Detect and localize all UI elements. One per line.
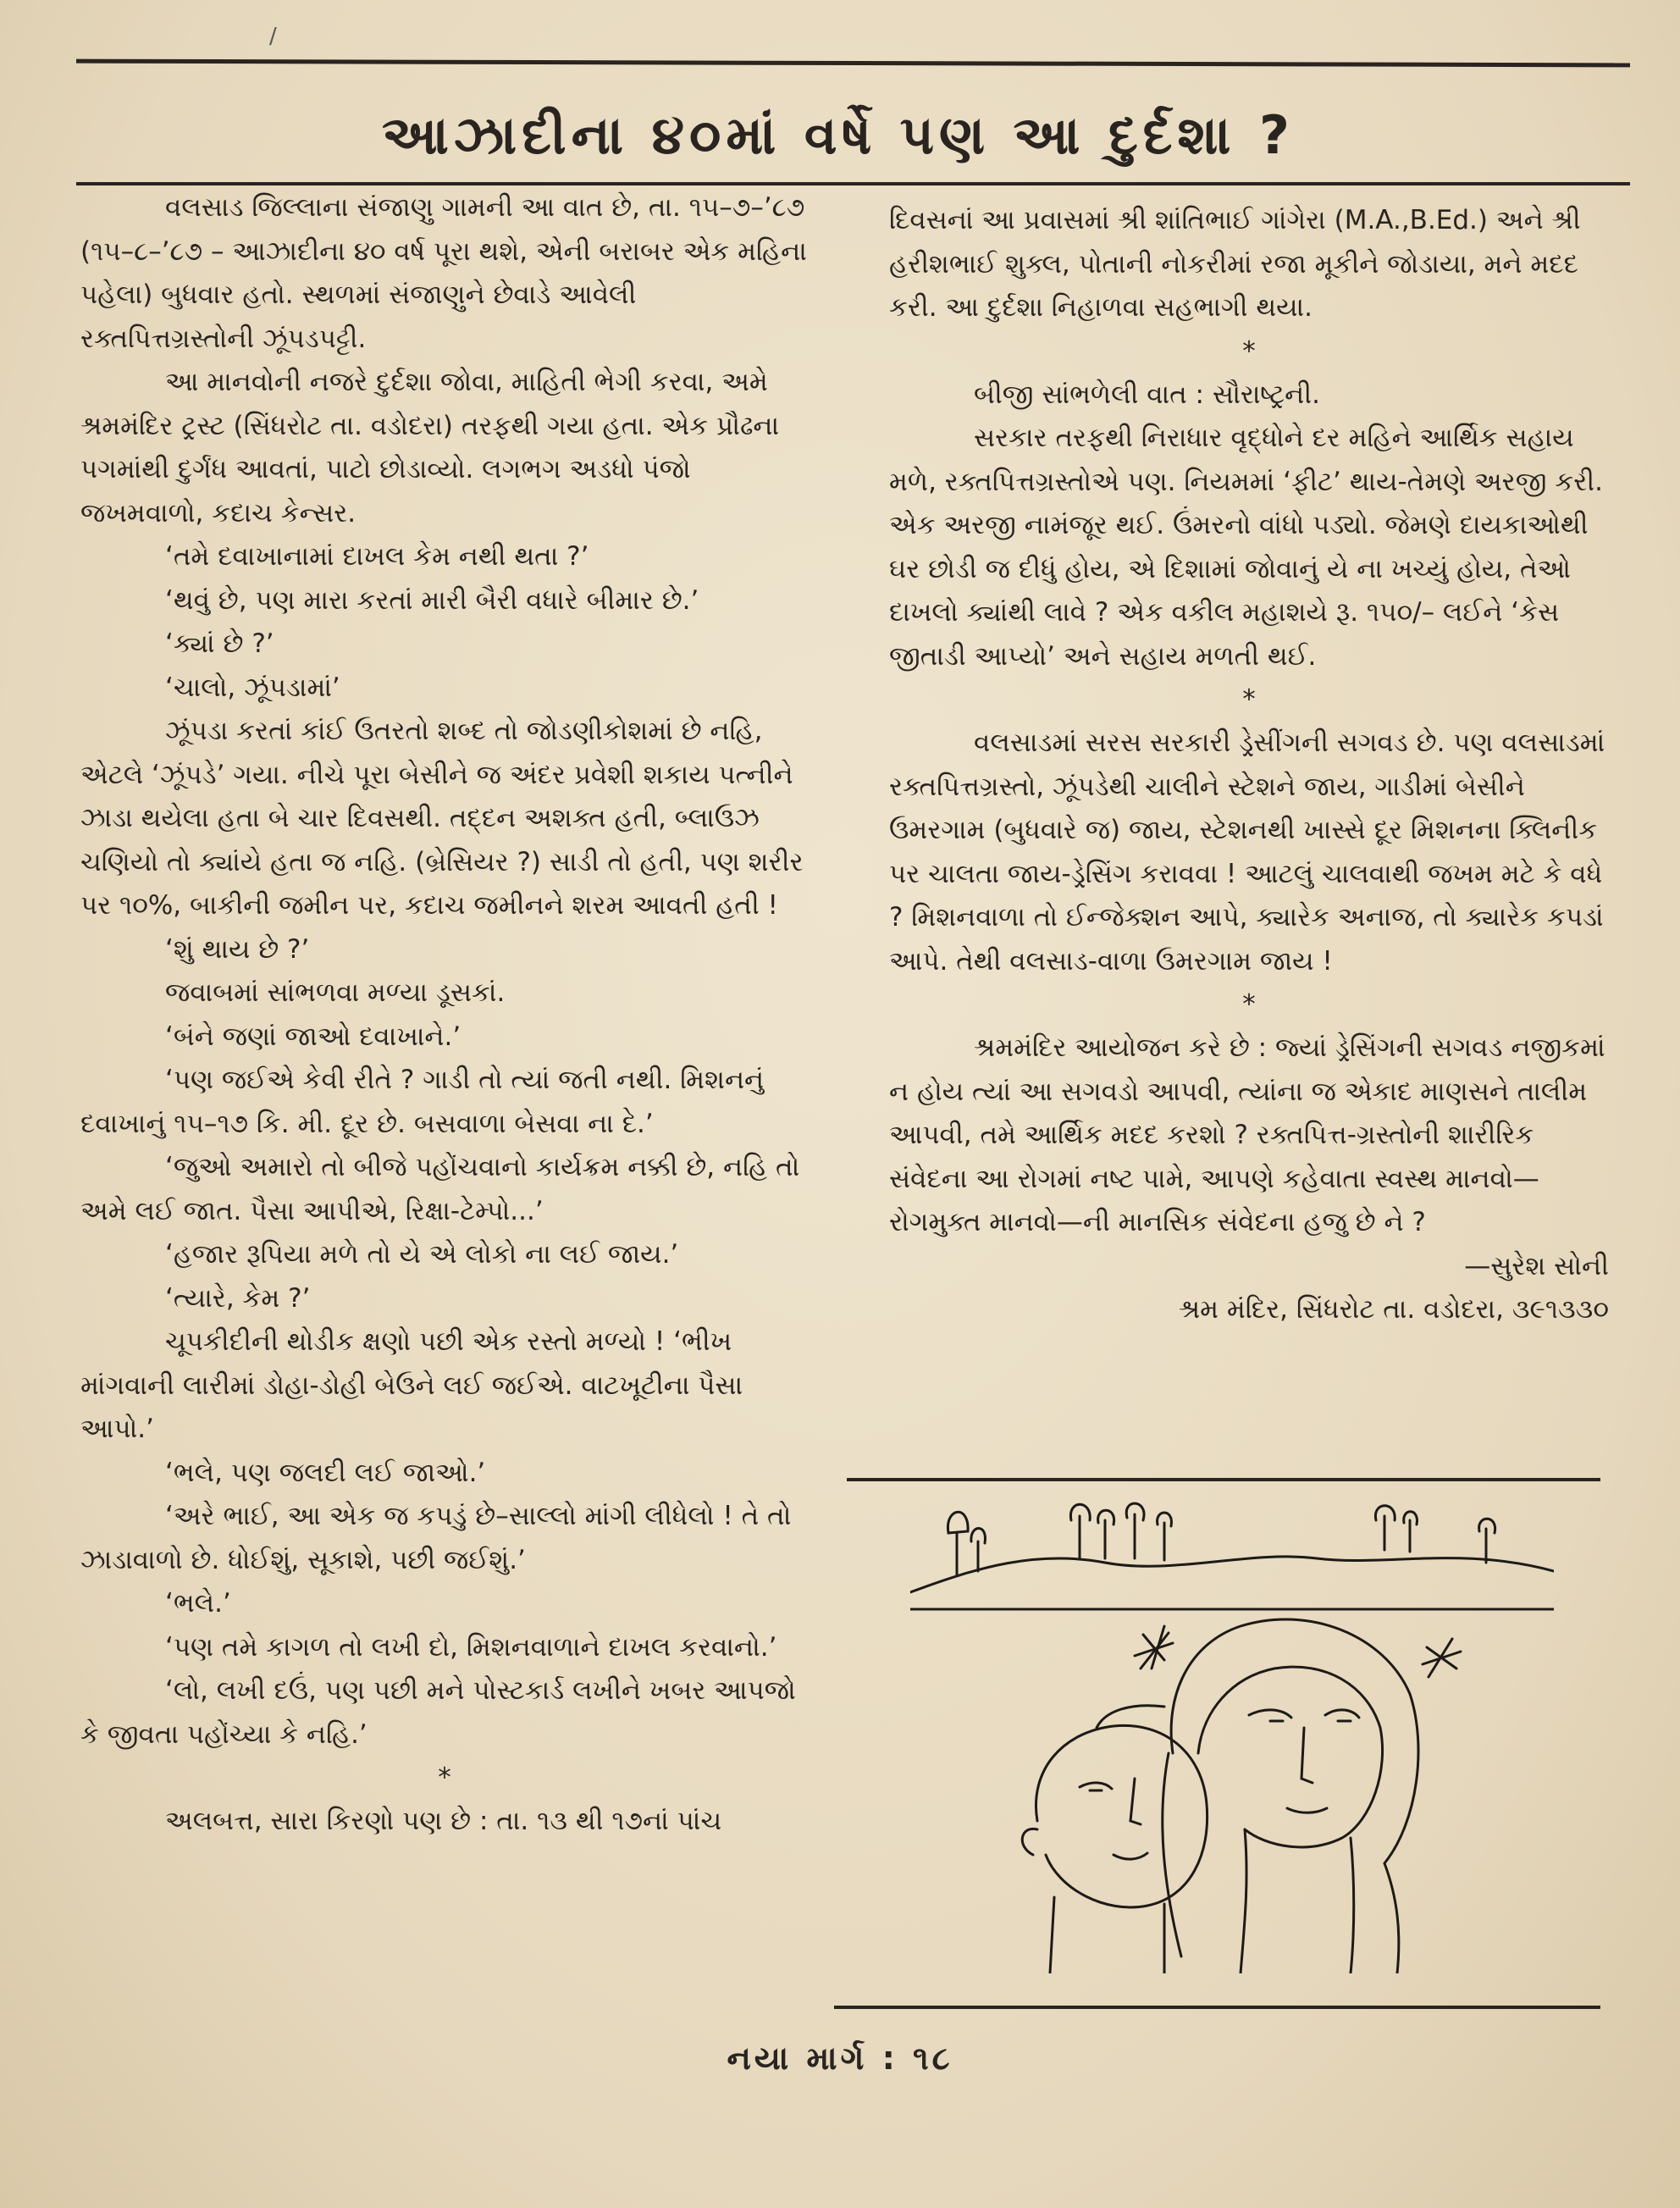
right-column-section-separator: * bbox=[1242, 989, 1256, 1020]
illustration-top-rule bbox=[847, 1478, 1600, 1481]
left-column-paragraph: ‘બંને જણાં જાઓ દવાખાને.’ bbox=[165, 1021, 461, 1052]
left-column-paragraph: ‘શું થાય છે ?’ bbox=[165, 933, 310, 965]
stray-mark: / bbox=[269, 24, 277, 49]
page-footer: નયા માર્ગ : ૧૮ bbox=[727, 2039, 953, 2077]
left-column-section-separator: * bbox=[438, 1763, 451, 1793]
left-column-paragraph: ‘થવું છે, પણ મારા કરતાં મારી બૈરી વધારે બીમાર છે.’ bbox=[165, 584, 699, 616]
right-column-paragraph: દિવસનાં આ પ્રવાસમાં શ્રી શાંતિભાઈ ગાંગેરા (M.A.,B.Ed.) અને શ્રી હરીશભાઈ શુક્લ, પોતાની નોકરીમાં રજા મૂકીને જોડાયા, મને મદદ કરી. આ દુર્દશા નિહાળવા સહભાગી થયા. bbox=[889, 205, 1581, 323]
right-column bbox=[889, 199, 1609, 1332]
right-column-paragraph: વલસાડમાં સરસ સરકારી ડ્રેસીંગની સગવડ છે. પણ વલસાડમાં રક્તપિત્તગ્રસ્તો, ઝૂંપડેથી ચાલીને સ્ટેશને જાય, ગાડીમાં બેસીને ઉમરગામ (બુધવારે જ) જાય, સ્ટેશનથી ખાસ્સે દૂર મિશનના ક્લિનીક પર ચાલતા જાય-ડ્રેસિંગ કરાવવા ! આટલું ચાલવાથી જખમ મટે કે વધે ? મિશનવાળા તો ઈન્જેક્શન આપે, ક્યારેક અનાજ, તો ક્યારેક કપડાં આપે. તેથી વલસાડ-વાળા ઉમરગામ જાય ! bbox=[889, 728, 1605, 977]
illustration-bottom-rule bbox=[834, 2006, 1600, 2009]
left-column-paragraph: ‘ત્યારે, કેમ ?’ bbox=[165, 1282, 311, 1314]
right-column-paragraph: સરકાર તરફથી નિરાધાર વૃદ્ધોને દર મહિને આર્થિક સહાય મળે, રક્તપિત્તગ્રસ્તોએ પણ. નિયમમાં ‘ફીટ’ થાય-તેમણે અરજી કરી. એક અરજી નામંજૂર થઈ. ઉંમરનો વાંધો પડ્યો. જેમણે દાયકાઓથી ઘર છોડી જ દીધું હોય, એ દિશામાં જોવાનું યે ના ખચ્યું હોય, તેઓ દાખલો ક્યાંથી લાવે ? એક વકીલ મહાશયે રૂ. ૧૫૦/– લઈને ‘કેસ જીતાડી આપ્યો’ અને સહાય મળતી થઈ. bbox=[889, 423, 1603, 672]
left-column-paragraph: ‘પણ તમે કાગળ તો લખી દો, મિશનવાળાને દાખલ કરવાનો.’ bbox=[165, 1631, 777, 1663]
left-column-paragraph: ‘હજાર રૂપિયા મળે તો યે એ લોકો ના લઈ જાય.’ bbox=[165, 1239, 679, 1270]
left-column-paragraph: જવાબમાં સાંભળવા મળ્યા ડૂસકાં. bbox=[165, 977, 506, 1008]
title-rule bbox=[76, 182, 1630, 185]
left-column-paragraph: ‘અરે ભાઈ, આ એક જ કપડું છે–સાલ્લો માંગી લીધેલો ! તે તો ઝાડાવાળો છે. ધોઈશું, સૂકાશે, પછી જઈશું.’ bbox=[80, 1501, 792, 1575]
left-column-paragraph: અલબત્ત, સારા કિરણો પણ છે : તા. ૧૩ થી ૧૭નાં પાંચ bbox=[165, 1806, 722, 1836]
left-column-paragraph: ‘લો, લખી દઉં, પણ પછી મને પોસ્ટકાર્ડ લખીને ખબર આપજો કે જીવતા પહોંચ્યા કે નહિ.’ bbox=[80, 1675, 796, 1750]
page-title: આઝાદીના ૪૦માં વર્ષે પણ આ દુર્દશા ? bbox=[382, 104, 1295, 166]
right-column-paragraph: —સુરેશ સોની bbox=[1464, 1250, 1609, 1281]
right-column-section-separator: * bbox=[1242, 684, 1256, 715]
right-column-section-separator: * bbox=[1242, 335, 1256, 367]
left-column-paragraph: ‘પણ જઈએ કેવી રીતે ? ગાડી તો ત્યાં જતી નથી. મિશનનું દવાખાનું ૧૫–૧૭ કિ. મી. દૂર છે. બસવાળા બેસવા ના દે.’ bbox=[80, 1065, 765, 1139]
left-column-paragraph: ઝૂંપડા કરતાં કાંઈ ઉતરતો શબ્દ તો જોડણીકોશમાં છે નહિ, એટલે ‘ઝૂંપડે’ ગયા. નીચે પૂરા બેસીને જ અંદર પ્રવેશી શકાય પત્નીને ઝાડા થયેલા હતા બે ચાર દિવસથી. તદ્દન અશક્ત હતી, બ્લાઉઝ ચણિયો તો ક્યાંયે હતા જ નહિ. (બ્રેસિયર ?) સાડી તો હતી, પણ શરીર પર ૧૦%, બાકીની જમીન પર, કદાચ જમીનને શરમ આવતી હતી ! bbox=[80, 716, 804, 921]
right-column-paragraph: શ્રમમંદિર આયોજન કરે છે : જ્યાં ડ્રેસિંગની સગવડ નજીકમાં ન હોય ત્યાં આ સગવડો આપવી, ત્યાંના જ એકાદ માણસને તાલીમ આપવી, તમે આર્થિક મદદ કરશો ? રક્તપિત્ત-ગ્રસ્તોની શારીરિક સંવેદના આ રોગમાં નષ્ટ પામે, આપણે કહેવાતા સ્વસ્થ માનવો—રોગમુક્ત માનવો—ની માનસિક સંવેદના હજુ છે ને ? bbox=[889, 1032, 1605, 1237]
left-column-paragraph: ‘ક્યાં છે ?’ bbox=[165, 628, 274, 659]
left-column-paragraph: ‘ભલે.’ bbox=[165, 1588, 231, 1619]
left-column-paragraph: આ માનવોની નજરે દુર્દશા જોવા, માહિતી ભેગી કરવા, અમે શ્રમમંદિર ટ્રસ્ટ (સિંધરોટ તા. વડોદરા) તરફથી ગયા હતા. એક પ્રૌઢના પગમાંથી દુર્ગંધ આવતાં, પાટો છોડાવ્યો. લગભગ અડધો પંજો જખમવાળો, કદાચ કેન્સર. bbox=[80, 367, 780, 528]
left-column-paragraph: વલસાડ જિલ્લાના સંજાણુ ગામની આ વાત છે, તા. ૧૫–૭–’૮૭ (૧૫–૮–’૮૭ – આઝાદીના ૪૦ વર્ષ પૂરા થશે, એની બરાબર એક મહિના પહેલા) બુધવાર હતો. સ્થળમાં સંજાણુને છેવાડે આવેલી રક્તપિત્તગ્રસ્તોની ઝૂંપડપટ્ટી. bbox=[80, 192, 807, 354]
left-column-paragraph: ‘ચાલો, ઝૂંપડામાં’ bbox=[165, 672, 340, 703]
top-rule bbox=[76, 59, 1630, 68]
right-column-paragraph: શ્રમ મંદિર, સિંધરોટ તા. વડોદરા, ૩૯૧૩૩૦ bbox=[1178, 1294, 1609, 1325]
left-column-paragraph: ‘તમે દવાખાનામાં દાખલ કેમ નથી થતા ?’ bbox=[165, 541, 589, 572]
right-column-paragraph: બીજી સાંભળેલી વાત : સૌરાષ્ટ્રની. bbox=[974, 379, 1320, 410]
left-column bbox=[80, 186, 809, 1844]
left-column-paragraph: ‘ભલે, પણ જલદી લઈ જાઓ.’ bbox=[165, 1457, 486, 1488]
left-column-paragraph: ‘જુઓ અમારો તો બીજે પહોંચવાનો કાર્યક્રમ નક્કી છે, નહિ તો અમે લઈ જાત. પૈસા આપીએ, રિક્ષા-ટેમ્પો...’ bbox=[80, 1152, 800, 1226]
sketch-illustration bbox=[910, 1499, 1554, 1973]
left-column-paragraph: ચૂપકીદીની થોડીક ક્ષણો પછી એક રસ્તો મળ્યો ! ‘ભીખ માંગવાની લારીમાં ડોહા-ડોહી બેઉને લઈ જઈએ. વાટખૂટીના પૈસા આપો.’ bbox=[80, 1326, 743, 1444]
